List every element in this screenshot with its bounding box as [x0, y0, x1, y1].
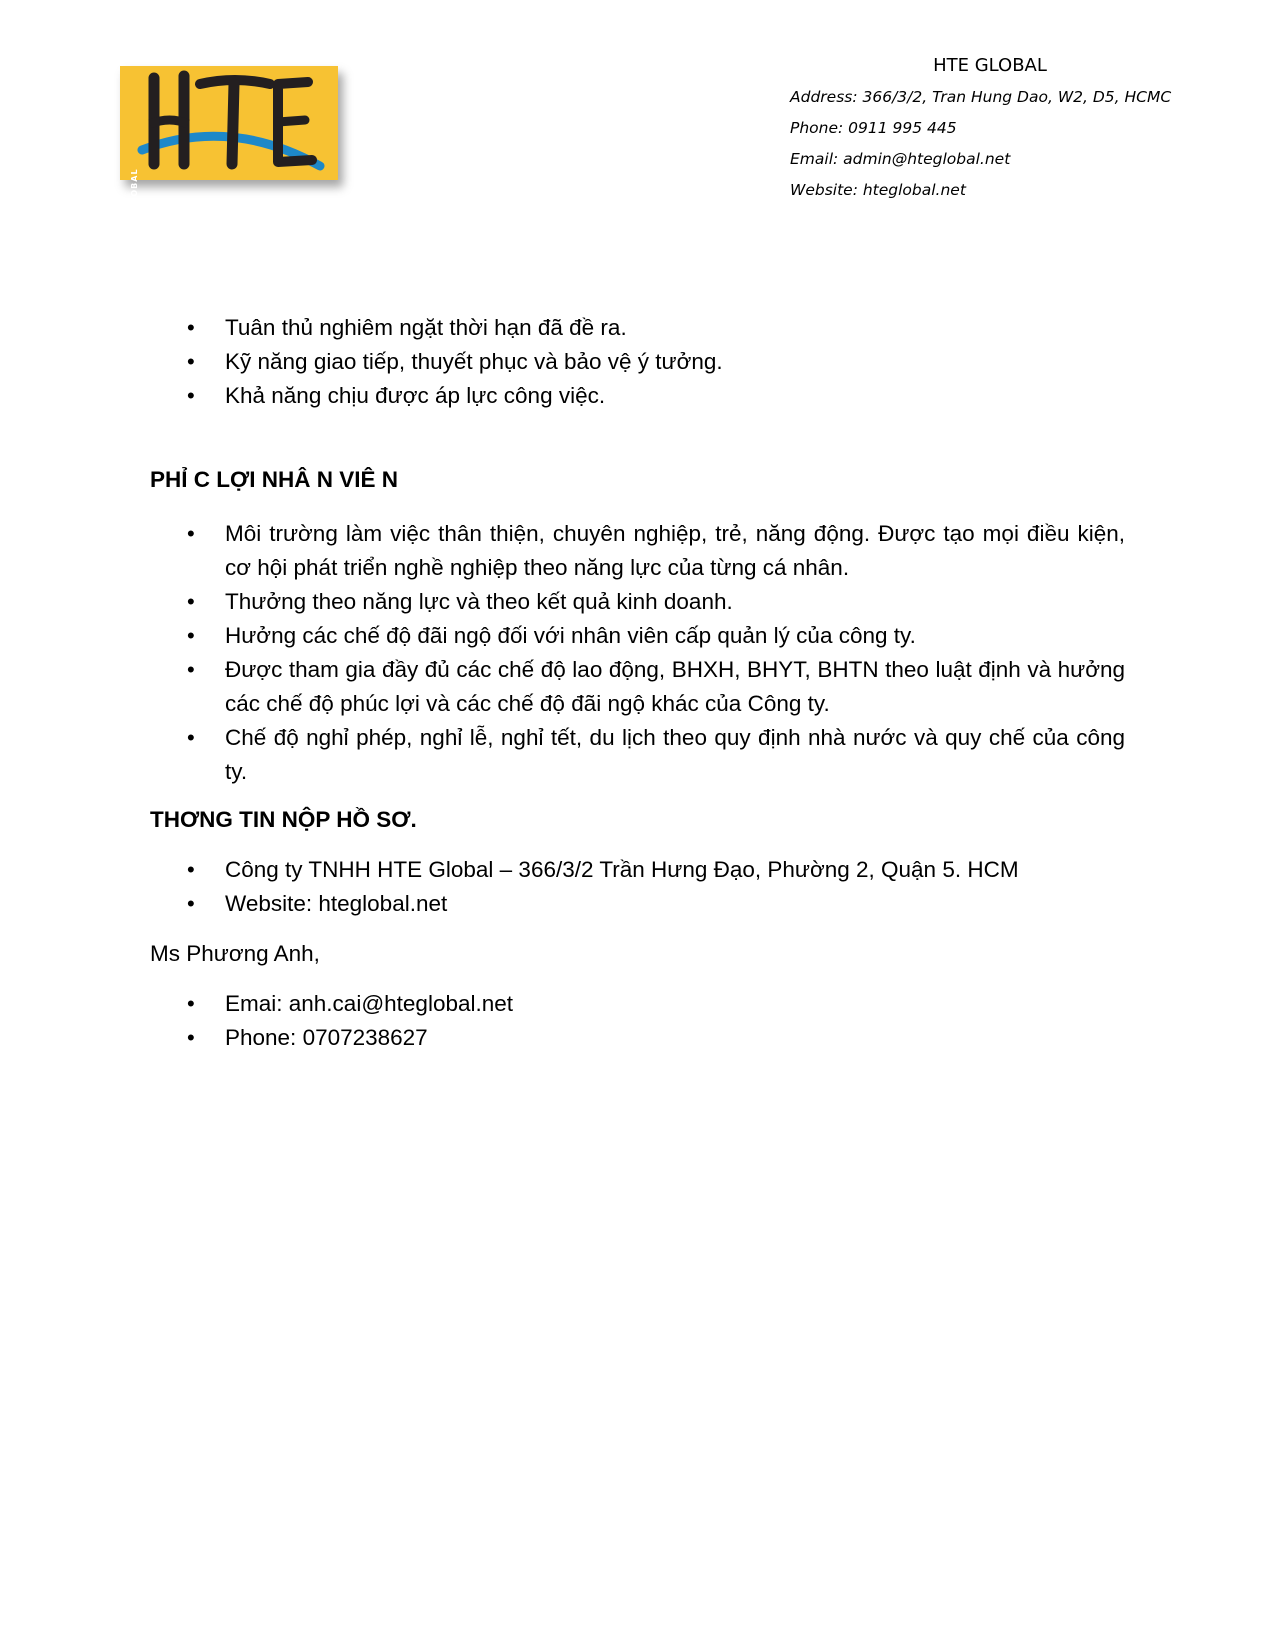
company-name: HTE GLOBAL — [933, 55, 1047, 76]
list-item: • Phone: 0707238627 — [150, 1021, 1125, 1055]
document-body — [150, 311, 1125, 1055]
list-item[interactable]: • Emai: anh.cai@hteglobal.net — [150, 987, 1125, 1021]
list-item: • Chế độ nghỉ phép, nghỉ lễ, nghỉ tết, du lịch theo quy định nhà nước và quy chế của công ty. — [150, 721, 1125, 789]
list-item: • Tuân thủ nghiêm ngặt thời hạn đã đề ra. — [150, 311, 1125, 345]
benefits-list — [150, 517, 1125, 789]
logo-subtext: GLOBAL — [130, 168, 139, 210]
company-address: Address: 366/3/2, Tran Hung Dao, W2, D5, HCMC — [790, 88, 1172, 106]
company-header — [790, 54, 1230, 206]
list-item: • Thưởng theo năng lực và theo kết quả kinh doanh. — [150, 585, 1125, 619]
contact-list — [150, 987, 1125, 1055]
list-item: • Hưởng các chế độ đãi ngộ đối với nhân viên cấp quản lý của công ty. — [150, 619, 1125, 653]
contact-name: Ms Phương Anh, — [150, 941, 320, 966]
company-logo — [120, 66, 338, 210]
list-item[interactable]: • Website: hteglobal.net — [150, 887, 1125, 921]
company-phone: Phone: 0911 995 445 — [790, 119, 957, 137]
apply-heading: THƠNG TIN NỘP HỒ SƠ. — [150, 807, 417, 832]
company-website[interactable]: Website: hteglobal.net — [790, 181, 966, 199]
list-item: • Khả năng chịu được áp lực công việc. — [150, 379, 1125, 413]
list-item: • Được tham gia đầy đủ các chế độ lao động, BHXH, BHYT, BHTN theo luật định và hưởng các chế độ phúc lợi và các chế độ đãi ngộ khác của Công ty. — [150, 653, 1125, 721]
list-item: • Công ty TNHH HTE Global – 366/3/2 Trần Hưng Đạo, Phường 2, Quận 5. HCM — [150, 853, 1125, 887]
apply-list — [150, 853, 1125, 921]
benefits-heading: PHỈ C LỢI NHÂ N VIÊ N — [150, 467, 398, 492]
list-item: • Môi trường làm việc thân thiện, chuyên nghiệp, trẻ, năng động. Được tạo mọi điều kiện, cơ hội phát triển nghề nghiệp theo năng lực của từng cá nhân. — [150, 517, 1125, 585]
logo-graphic — [120, 66, 338, 180]
requirements-list — [150, 311, 1125, 413]
company-email[interactable]: Email: admin@hteglobal.net — [790, 150, 1011, 168]
list-item: • Kỹ năng giao tiếp, thuyết phục và bảo vệ ý tưởng. — [150, 345, 1125, 379]
